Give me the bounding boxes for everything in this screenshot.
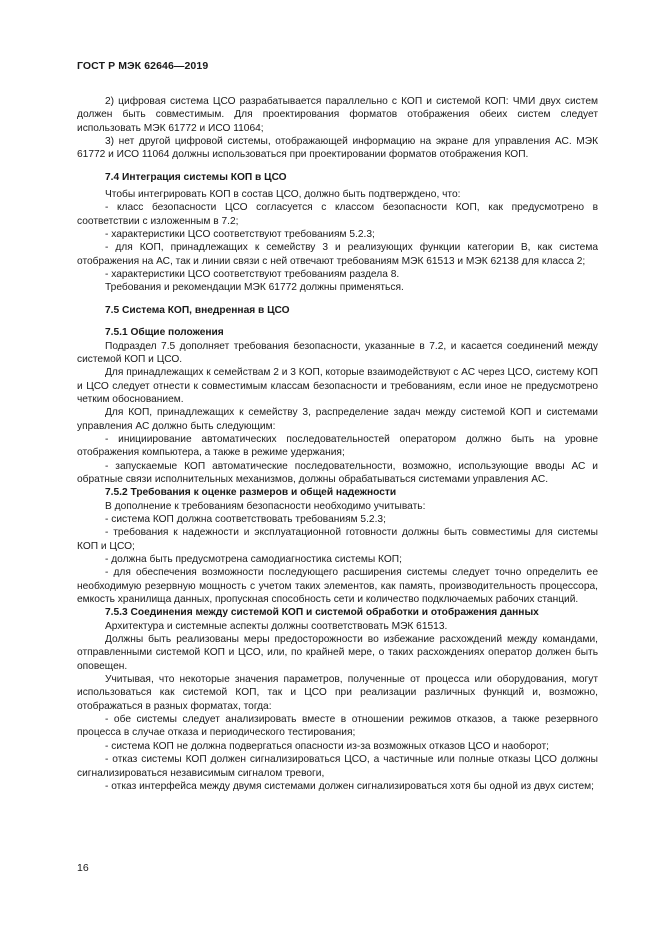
paragraph: Должны быть реализованы меры предосторожности во избежание расхождений между командами, отправленными системой КОП и ЦСО, или, по крайней мере, о таких расхождениях оператор должен быть оповещен. (77, 634, 598, 672)
document-body (77, 95, 598, 793)
paragraph: Требования и рекомендации МЭК 61772 должны применяться. (105, 282, 404, 294)
subsection-heading-7-5-3: 7.5.3 Соединения между системой КОП и системой обработки и отображения данных (105, 607, 539, 619)
list-item: - для обеспечения возможности последующего расширения системы следует точно определить ее необходимую резервную мощность с учетом таких элементов, как память, производительность процессора, емкость хранилища данных, пропускная способность сети и количество подключаемых рабочих станций. (77, 567, 598, 606)
page-number: 16 (77, 862, 89, 874)
paragraph: Учитывая, что некоторые значения параметров, полученные от процесса или оборудования, могут использоваться как системой КОП, так и ЦСО при реализации различных функций и, возможно, отображаться в разных форматах, тогда: (77, 674, 598, 712)
list-item: - характеристики ЦСО соответствуют требованиям раздела 8. (105, 269, 400, 281)
subsection-heading-7-5-2: 7.5.2 Требования к оценке размеров и общей надежности (105, 487, 397, 499)
list-item: - отказ интерфейса между двумя системами должен сигнализироваться хотя бы одной из двух систем; (105, 780, 595, 792)
section-heading-7-4: 7.4 Интеграция системы КОП в ЦСО (105, 171, 287, 183)
section-heading-7-5: 7.5 Система КОП, внедренная в ЦСО (105, 304, 290, 316)
paragraph: Для принадлежащих к семействам 2 и 3 КОП, которые взаимодействуют с АС через ЦСО, систему КОП и ЦСО следует отнести к совместимым классам безопасности и требованиям, если иное не предусмотрено четким обоснованием. (77, 367, 598, 405)
list-item: - обе системы следует анализировать вместе в отношении режимов отказов, а также резервного процесса в случае отказа и периодического тестирования; (77, 714, 598, 739)
paragraph: 2) цифровая система ЦСО разрабатывается параллельно с КОП и системой КОП: ЧМИ двух систем должен быть совместимым. Для проектирования форматов отображения обеих систем следует использовать МЭК 61772 и ИСО 11064; (77, 96, 598, 134)
paragraph: Для КОП, принадлежащих к семейству 3, распределение задач между системой КОП и системами управления АС должно быть следующим: (77, 407, 598, 432)
list-item: - класс безопасности ЦСО согласуется с классом безопасности КОП, как предусмотрено в соответствии с изложенным в 7.2; (77, 202, 598, 227)
list-item: - система КОП должна соответствовать требованиям 5.2.3; (105, 513, 386, 525)
list-item: - отказ системы КОП должен сигнализироваться ЦСО, а частичные или полные отказы ЦСО должны сигнализироваться независимым сигналом тревоги, (77, 754, 598, 779)
standard-header: ГОСТ Р МЭК 62646—2019 (77, 60, 209, 72)
subsection-heading-7-5-1: 7.5.1 Общие положения (105, 327, 224, 339)
paragraph: В дополнение к требованиям безопасности необходимо учитывать: (105, 500, 426, 512)
list-item: - инициирование автоматических последовательностей оператором должно быть на уровне отображения компьютера, а также в режиме удержания; (77, 433, 598, 459)
list-item: - требования к надежности и эксплуатационной готовности должны быть совместимы для системы КОП и ЦСО; (77, 527, 598, 552)
list-item: - должна быть предусмотрена самодиагностика системы КОП; (105, 554, 402, 565)
paragraph: 3) нет другой цифровой системы, отображающей информацию на экране для управления АС. МЭК 61772 и ИСО 11064 должны использоваться при проектировании форматов отображения КОП. (77, 136, 598, 161)
paragraph: Архитектура и системные аспекты должны соответствовать МЭК 61513. (105, 620, 448, 632)
list-item: - для КОП, принадлежащих к семейству 3 и реализующих функции категории В, как система отображения на АС, так и линии связи с ней отвечают требованиям МЭК 61513 и МЭК 62138 для класса 2; (77, 242, 598, 267)
list-item: - характеристики ЦСО соответствуют требованиям 5.2.3; (105, 229, 375, 241)
list-item: - система КОП не должна подвергаться опасности из-за возможных отказов ЦСО и наоборот; (105, 740, 549, 752)
paragraph: Подраздел 7.5 дополняет требования безопасности, указанные в 7.2, и касается соединений между системой КОП и ЦСО. (77, 340, 598, 365)
paragraph: Чтобы интегрировать КОП в состав ЦСО, должно быть подтверждено, что: (105, 189, 461, 201)
list-item: - запускаемые КОП автоматические последовательности, возможно, использующие вводы АС и обратные связи исполнительных механизмов, должны обрабатываться системами управления АС. (77, 460, 598, 485)
